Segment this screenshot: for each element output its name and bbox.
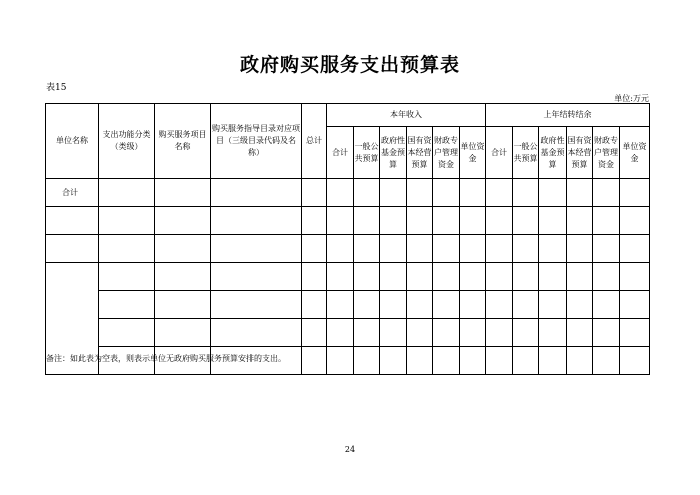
header-project-name: 购买服务项目名称	[155, 104, 211, 179]
header-sub-previous: 一般公共预算	[513, 127, 539, 179]
header-sub-current: 一般公共预算	[354, 127, 380, 179]
footnote: 备注：如此表为空表，则表示单位无政府购买服务预算安排的支出。	[46, 354, 286, 363]
table-row	[46, 235, 650, 263]
header-sub-current: 合计	[327, 127, 354, 179]
header-sub-previous: 财政专户管理资金	[593, 127, 620, 179]
header-catalog: 购买服务指导目录对应项目（三级目录代码及名称）	[211, 104, 302, 179]
table-number: 表15	[46, 83, 67, 93]
header-sub-current: 政府性基金预算	[380, 127, 407, 179]
unit-label: 单位:万元	[614, 94, 649, 103]
table-row	[46, 291, 650, 319]
header-sub-previous: 政府性基金预算	[539, 127, 567, 179]
header-total: 总计	[302, 104, 327, 179]
header-previous-year: 上年结转结余	[486, 104, 650, 127]
page-number: 24	[344, 445, 356, 454]
header-unit-name: 单位名称	[46, 104, 99, 179]
header-sub-current: 财政专户管理资金	[433, 127, 460, 179]
header-sub-previous: 合计	[486, 127, 513, 179]
header-row-1	[46, 104, 650, 127]
page-title: 政府购买服务支出预算表	[239, 54, 460, 76]
header-current-year: 本年收入	[327, 104, 486, 127]
header-sub-previous: 单位资金	[620, 127, 650, 179]
header-sub-previous: 国有资本经营预算	[567, 127, 593, 179]
table-row	[46, 263, 650, 291]
header-sub-current: 国有资本经营预算	[407, 127, 433, 179]
table-row	[46, 319, 650, 347]
total-row	[46, 179, 650, 207]
header-sub-current: 单位资金	[460, 127, 486, 179]
header-function-class: 支出功能分类（类级）	[99, 104, 155, 179]
budget-table	[45, 103, 650, 375]
total-row-label: 合计	[46, 179, 99, 207]
table-row	[46, 207, 650, 235]
